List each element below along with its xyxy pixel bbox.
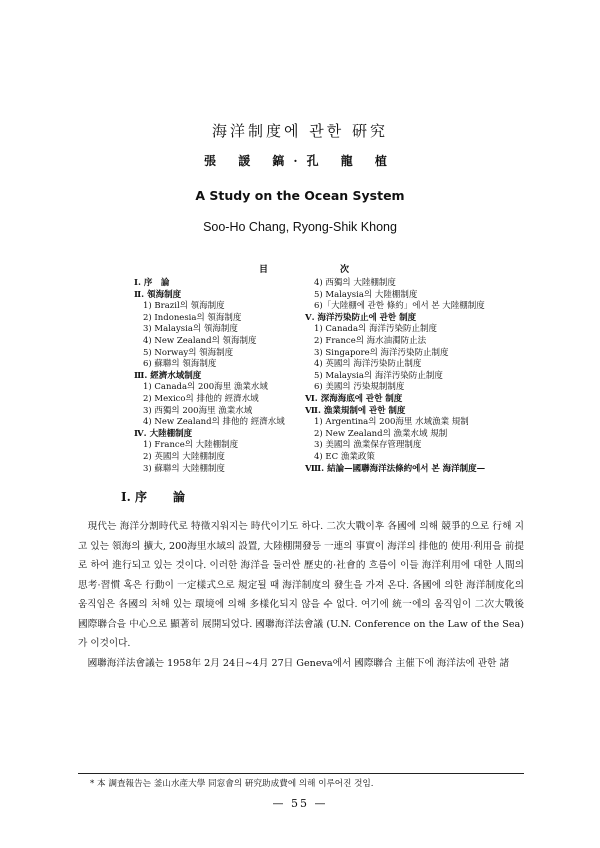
toc-subsection-entry: 1) Canada의 200海里 漁業水域 xyxy=(143,382,268,393)
toc-section-entry: Ⅷ. 結論—國聯海洋法條約에서 본 海洋制度— xyxy=(305,463,486,474)
footnote-divider xyxy=(78,773,524,774)
toc-subsection-entry: 6) 美國의 汚染規制制度 xyxy=(314,382,405,393)
toc-subsection-entry: 1) Argentina의 200海里 水域漁業 規制 xyxy=(314,417,469,428)
toc-subsection-entry: 2) Mexico의 排他的 經濟水域 xyxy=(143,393,259,404)
toc-subsection-entry: 2) New Zealand의 漁業水域 規制 xyxy=(314,428,448,439)
toc-section-entry: Ⅳ. 大陸棚制度 xyxy=(134,428,193,439)
toc-subsection-entry: 3) Malaysia의 領海制度 xyxy=(143,324,238,335)
toc-heading xyxy=(259,262,349,275)
toc-heading-char-2: 次 xyxy=(339,265,349,275)
toc-subsection-entry: 3) 西獨의 200海里 漁業水域 xyxy=(143,405,253,416)
section-numeral: Ⅰ. 序 xyxy=(121,490,147,504)
toc-subsection-entry: 4) 西獨의 大陸棚制度 xyxy=(314,278,396,288)
page-number: — 55 — xyxy=(272,797,328,810)
toc-subsection-entry: 4) EC 漁業政策 xyxy=(314,451,375,462)
korean-authors: 張 諼 鎬·孔 龍 植 xyxy=(204,154,396,168)
footnote: * 本 調査報告는 釜山水產大學 同窓會의 硏究助成費에 의해 이루어진 것임. xyxy=(90,779,374,789)
toc-subsection-entry: 2) Indonesia의 領海制度 xyxy=(143,312,242,323)
toc-right-column xyxy=(305,278,486,475)
toc-subsection-entry: 1) Canada의 海洋汚染防止制度 xyxy=(314,324,437,335)
toc-subsection-entry: 2) 英國의 大陸棚制度 xyxy=(143,451,225,462)
toc-subsection-entry: 4) New Zealand의 排他的 經濟水域 xyxy=(143,417,285,428)
toc-section-entry: Ⅵ. 深海海底에 관한 制度 xyxy=(305,393,403,404)
toc-subsection-entry: 1) Brazil의 領海制度 xyxy=(143,301,225,312)
toc-subsection-entry: 6) 蘇聯의 領海制度 xyxy=(143,359,217,370)
toc-subsection-entry: 6)「大陸棚에 관한 條約」에서 본 大陸棚制度 xyxy=(314,301,485,312)
body-text xyxy=(78,517,524,673)
body-paragraph-2: 國聯海洋法會議는 1958年 2月 24日∼4月 27日 Geneva에서 國際聯合 主催下에 海洋法에 관한 諸 xyxy=(87,657,510,669)
toc-section-entry: Ⅲ. 經濟水域制度 xyxy=(134,370,202,381)
section-word: 論 xyxy=(172,490,185,504)
toc-subsection-entry: 4) 英國의 海洋汚染防止制度 xyxy=(314,359,422,370)
english-authors: Soo-Ho Chang, Ryong-Shik Khong xyxy=(203,220,397,234)
toc-heading-char-1: 目 xyxy=(259,265,269,275)
toc-left-column xyxy=(134,278,299,475)
korean-title: 海洋制度에 관한 硏究 xyxy=(211,122,388,140)
toc-subsection-entry: 4) New Zealand의 領海制度 xyxy=(143,335,257,346)
toc-subsection-entry: 3) 美國의 漁業保存管理制度 xyxy=(314,440,422,451)
toc-section-entry: Ⅴ. 海洋汚染防止에 관한 制度 xyxy=(305,312,417,323)
toc-subsection-entry: 3) 蘇聯의 大陸棚制度 xyxy=(143,463,225,474)
toc-subsection-entry: 5) Malaysia의 大陸棚制度 xyxy=(314,289,418,300)
toc-subsection-entry: 1) France의 大陸棚制度 xyxy=(143,440,239,451)
toc-subsection-entry: 2) France의 海水油濁防止法 xyxy=(314,335,427,346)
toc-subsection-entry: 3) Singapore의 海洋汚染防止制度 xyxy=(314,347,449,358)
toc-subsection-entry: 5) Malaysia의 海洋汚染防止制度 xyxy=(314,370,443,381)
toc-section-entry: Ⅰ. 序 論 xyxy=(134,278,170,288)
english-title: A Study on the Ocean System xyxy=(195,188,405,203)
toc-section-entry: Ⅶ. 漁業規制에 관한 制度 xyxy=(305,405,406,416)
toc-section-entry: Ⅱ. 領海制度 xyxy=(134,289,182,300)
section-heading xyxy=(121,488,185,505)
toc-subsection-entry: 5) Norway의 領海制度 xyxy=(143,347,234,358)
body-paragraph-1: 現代는 海洋分割時代로 特徵지워지는 時代이기도 하다. 二次大戰이후 各國에 의해 競爭的으로 行해 지고 있는 領海의 擴大, 200海里水域의 設置, 大陸棚開發등 一連의 事實이 海洋의 排他的 使用·利用을 前提로 하여 進行되고 있는 것이다. 이러한 海洋을 둘러싼 歷史的·社會的 흐름이 이들 海洋利用에 대한 人間의 思考·習慣 혹은 行動이 一定樣式으로 規定될 때 海洋制度의 發生을 가져 온다. 各國에 의한 海洋制度化의 움직임은 各國의 처해 있는 環境에 의해 多樣化되지 않을 수 없다. 여기에 統一에의 움직임이 二次大戰後 國際聯合을 中心으로 顯著히 展開되었다. 國聯海洋法會議 (U.N. Conference on the Law of the Sea)가 이것이다. xyxy=(78,521,524,649)
